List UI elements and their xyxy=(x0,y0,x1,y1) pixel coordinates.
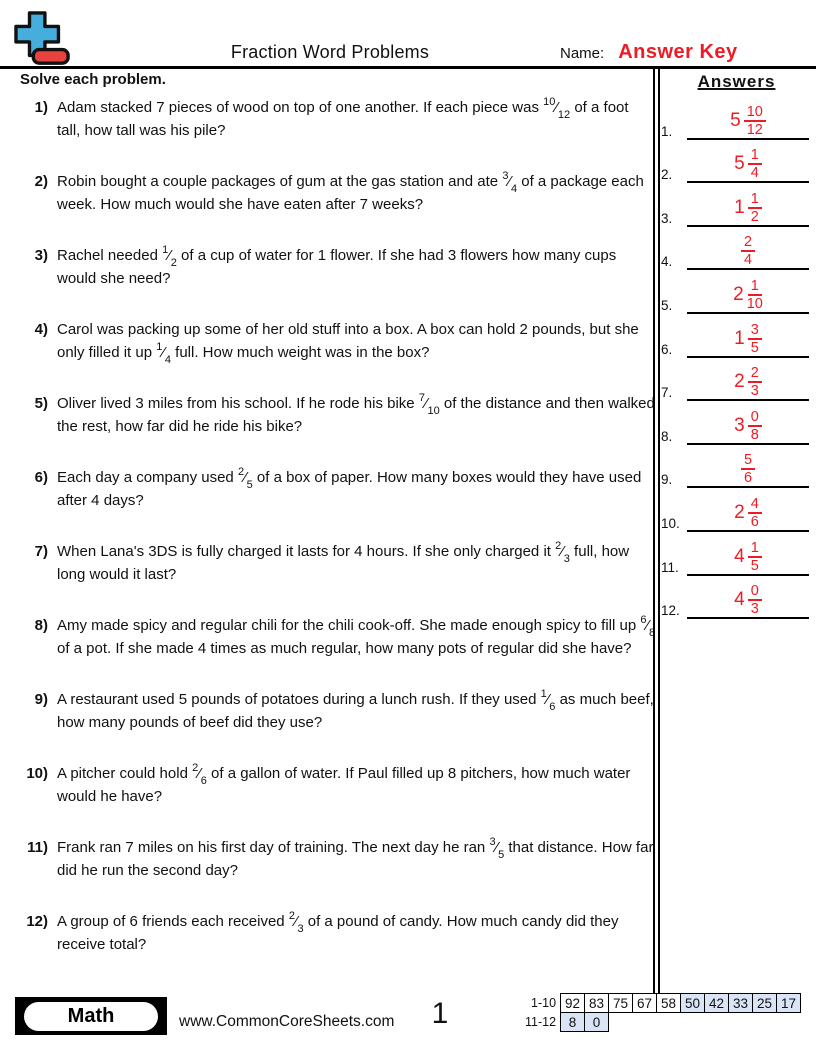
instructions-text: Solve each problem. xyxy=(20,71,166,88)
answer-item xyxy=(661,140,812,184)
answer-value xyxy=(734,497,762,529)
answer-item xyxy=(661,96,812,140)
answer-blank-line xyxy=(687,410,809,445)
problem-number: 8) xyxy=(34,617,48,634)
fraction-denominator: 3 xyxy=(750,383,759,400)
answer-whole-number: 3 xyxy=(734,414,745,436)
problem-number: 2) xyxy=(34,173,48,190)
inline-fraction: $^1⁄_6$ xyxy=(540,688,556,713)
answer-whole-number: 4 xyxy=(734,545,745,567)
score-cell: 8 xyxy=(561,1013,585,1032)
score-row-label: 11-12 xyxy=(525,1015,557,1029)
answer-value xyxy=(734,541,762,573)
answer-value xyxy=(734,148,762,180)
problem-item xyxy=(16,910,656,956)
answer-fraction xyxy=(748,366,762,398)
plus-minus-logo-icon xyxy=(14,11,72,67)
problems-list xyxy=(16,96,656,984)
answer-item xyxy=(661,488,812,532)
score-cell-empty xyxy=(753,1013,777,1032)
answer-blank-line xyxy=(687,279,809,314)
score-cell: 17 xyxy=(777,994,801,1013)
fraction-numerator: 2 xyxy=(741,235,755,252)
answer-item xyxy=(661,227,812,271)
problem-item xyxy=(16,614,656,660)
answer-number: 12. xyxy=(661,603,680,619)
page-number: 1 xyxy=(431,997,449,1030)
answer-blank-line xyxy=(687,105,809,140)
answer-item xyxy=(661,270,812,314)
problem-text: Each day a company used $^2⁄_5$ of a box of paper. How many boxes would they have used after 4 days? xyxy=(57,466,642,509)
answer-value xyxy=(734,410,762,442)
problem-item xyxy=(16,540,656,586)
score-cell-empty xyxy=(777,1013,801,1032)
problem-item xyxy=(16,318,656,364)
problem-item xyxy=(16,688,656,734)
answer-fraction xyxy=(748,148,762,180)
answer-number: 1. xyxy=(661,123,673,139)
answer-number: 8. xyxy=(661,428,673,444)
fraction-numerator: 0 xyxy=(748,410,762,427)
fraction-denominator: 4 xyxy=(743,252,753,269)
answer-value xyxy=(734,584,762,616)
inline-fraction: $^3⁄_5$ xyxy=(489,836,505,861)
fraction-denominator: 12 xyxy=(746,121,763,138)
answer-value xyxy=(733,279,763,311)
answer-value xyxy=(734,366,762,398)
inline-fraction: $^{10}⁄_{12}$ xyxy=(543,96,571,121)
inline-fraction: $^2⁄_5$ xyxy=(237,466,253,491)
fraction-denominator: 5 xyxy=(750,557,759,574)
answer-value xyxy=(741,453,755,485)
answer-blank-line xyxy=(687,323,809,358)
fraction-numerator: 1 xyxy=(748,541,762,558)
problem-number: 4) xyxy=(34,321,48,338)
score-cell: 67 xyxy=(633,994,657,1013)
answer-item xyxy=(661,445,812,489)
fraction-numerator: 4 xyxy=(748,497,762,514)
answer-key-text: Answer Key xyxy=(618,41,738,63)
answer-number: 2. xyxy=(661,167,673,183)
inline-fraction: $^1⁄_4$ xyxy=(156,341,171,366)
math-brand-label: Math xyxy=(24,1002,158,1031)
fraction-numerator: 3 xyxy=(748,323,762,340)
answer-whole-number: 1 xyxy=(734,327,745,349)
name-row xyxy=(560,41,810,64)
fraction-denominator: 2 xyxy=(750,208,759,225)
answer-item xyxy=(661,183,812,227)
problem-number: 9) xyxy=(34,691,48,708)
problem-item xyxy=(16,836,656,882)
answer-fraction xyxy=(748,584,762,616)
answer-blank-line xyxy=(687,192,809,227)
problem-text: Amy made spicy and regular chili for the chili cook-off. She made enough spicy to fill up $^6⁄_8$ of a pot. If she made 4 times as much regular, how many pots of regular did she have? xyxy=(57,614,656,657)
inline-fraction: $^2⁄_3$ xyxy=(555,540,570,565)
answer-number: 6. xyxy=(661,341,673,357)
fraction-denominator: 5 xyxy=(750,339,759,356)
problem-number: 1) xyxy=(34,99,48,116)
score-cell: 83 xyxy=(585,994,609,1013)
score-cell: 0 xyxy=(585,1013,609,1032)
answer-item xyxy=(661,358,812,402)
problem-text: Robin bought a couple packages of gum at the gas station and ate $^3⁄_4$ of a package each week. How much would she have eaten after 7 weeks? xyxy=(57,170,644,213)
answer-number: 4. xyxy=(661,254,673,270)
answer-fraction xyxy=(748,497,762,529)
answer-whole-number: 5 xyxy=(734,153,745,175)
score-cell: 33 xyxy=(729,994,753,1013)
problem-number: 10) xyxy=(26,765,48,782)
answer-blank-line xyxy=(687,235,809,270)
problem-text: Adam stacked 7 pieces of wood on top of one another. If each piece was $^{10}⁄_{12}$ of a foot tall, how tall was his pile? xyxy=(57,96,629,139)
answer-item xyxy=(661,401,812,445)
answer-fraction xyxy=(741,453,755,485)
score-row xyxy=(524,994,801,1013)
answer-number: 7. xyxy=(661,385,673,401)
score-row-label: 1-10 xyxy=(531,996,557,1010)
answer-fraction xyxy=(748,410,762,442)
answer-whole-number: 2 xyxy=(734,501,745,523)
answer-value xyxy=(741,235,755,267)
fraction-denominator: 6 xyxy=(750,513,759,530)
fraction-numerator: 10 xyxy=(744,105,766,122)
answer-item xyxy=(661,314,812,358)
inline-fraction: $^3⁄_4$ xyxy=(502,170,518,195)
problem-text: Oliver lived 3 miles from his school. If he rode his bike $^7⁄_{10}$ of the distance and then walked the rest, how far did he ride his bike? xyxy=(57,392,655,435)
answers-column xyxy=(661,72,812,619)
score-cell: 25 xyxy=(753,994,777,1013)
fraction-numerator: 1 xyxy=(748,192,762,209)
answer-whole-number: 5 xyxy=(730,109,741,131)
answer-number: 5. xyxy=(661,297,673,313)
answers-list xyxy=(661,96,812,619)
answer-blank-line xyxy=(687,148,809,183)
answer-fraction xyxy=(748,323,762,355)
problem-text: Rachel needed $^1⁄_2$ of a cup of water for 1 flower. If she had 3 flowers how many cups would she need? xyxy=(57,244,617,287)
answer-number: 3. xyxy=(661,210,673,226)
answer-fraction xyxy=(748,192,762,224)
problem-text: Carol was packing up some of her old stuff into a box. A box can hold 2 pounds, but she only filled it up $^1⁄_4$ full. How much weight was in the box? xyxy=(57,321,639,366)
problem-item xyxy=(16,392,656,438)
score-row xyxy=(524,1013,801,1032)
fraction-denominator: 6 xyxy=(743,470,753,487)
score-cell: 75 xyxy=(609,994,633,1013)
answer-blank-line xyxy=(687,453,809,488)
inline-fraction: $^2⁄_3$ xyxy=(288,910,304,935)
math-brand-badge xyxy=(15,997,167,1035)
problem-number: 7) xyxy=(34,543,48,560)
score-cell-empty xyxy=(633,1013,657,1032)
answer-blank-line xyxy=(687,497,809,532)
problem-number: 11) xyxy=(27,839,48,856)
fraction-numerator: 5 xyxy=(741,453,755,470)
problem-item xyxy=(16,170,656,216)
problem-text: A restaurant used 5 pounds of potatoes during a lunch rush. If they used $^1⁄_6$ as much beef, how many pounds of beef did they use? xyxy=(57,688,654,731)
answer-value xyxy=(734,192,762,224)
problem-text: A pitcher could hold $^2⁄_6$ of a gallon of water. If Paul filled up 8 pitchers, how much water would he have? xyxy=(57,762,631,805)
answer-number: 11. xyxy=(661,559,679,575)
score-cell: 50 xyxy=(681,994,705,1013)
fraction-denominator: 4 xyxy=(750,165,759,182)
answer-whole-number: 1 xyxy=(734,196,745,218)
score-cell-empty xyxy=(729,1013,753,1032)
score-cell-empty xyxy=(681,1013,705,1032)
answer-fraction xyxy=(748,541,762,573)
fraction-numerator: 2 xyxy=(748,366,762,383)
fraction-denominator: 8 xyxy=(750,426,759,443)
problem-item xyxy=(16,96,656,142)
answer-fraction xyxy=(744,105,766,137)
score-cell-empty xyxy=(657,1013,681,1032)
header-rule xyxy=(0,66,816,69)
problem-number: 3) xyxy=(34,247,48,264)
problem-item xyxy=(16,244,656,290)
answer-fraction xyxy=(747,279,763,311)
fraction-numerator: 1 xyxy=(748,279,762,296)
answer-number: 9. xyxy=(661,472,673,488)
answer-fraction xyxy=(741,235,755,267)
problem-item xyxy=(16,466,656,512)
answer-whole-number: 2 xyxy=(734,371,745,393)
website-text: www.CommonCoreSheets.com xyxy=(179,1013,395,1030)
fraction-denominator: 10 xyxy=(746,295,763,312)
answer-number: 10. xyxy=(661,515,680,531)
fraction-denominator: 3 xyxy=(750,601,759,618)
answer-blank-line xyxy=(687,366,809,401)
inline-fraction: $^6⁄_8$ xyxy=(640,614,656,639)
inline-fraction: $^7⁄_{10}$ xyxy=(418,392,440,417)
column-divider xyxy=(653,69,660,994)
name-label: Name: xyxy=(560,45,605,62)
answer-item xyxy=(661,532,812,576)
problem-text: When Lana's 3DS is fully charged it lasts for 4 hours. If she only charged it $^2⁄_3$ full, how long would it last? xyxy=(57,540,630,583)
problem-text: Frank ran 7 miles on his first day of training. The next day he ran $^3⁄_5$ that distance. How far did he run the second day? xyxy=(57,836,654,879)
fraction-numerator: 1 xyxy=(748,148,762,165)
score-cell-empty xyxy=(705,1013,729,1032)
score-cell: 92 xyxy=(561,994,585,1013)
problem-item xyxy=(16,762,656,808)
problem-number: 5) xyxy=(34,395,48,412)
score-cell: 58 xyxy=(657,994,681,1013)
fraction-numerator: 0 xyxy=(748,584,762,601)
score-table xyxy=(524,993,801,1032)
answers-title: Answers xyxy=(697,72,776,91)
answer-blank-line xyxy=(687,584,809,619)
problem-number: 6) xyxy=(34,469,48,486)
answer-value xyxy=(734,323,762,355)
problem-number: 12) xyxy=(26,913,48,930)
answer-item xyxy=(661,576,812,620)
answer-whole-number: 2 xyxy=(733,283,744,305)
worksheet-title: Fraction Word Problems xyxy=(230,42,430,62)
inline-fraction: $^2⁄_6$ xyxy=(192,762,207,787)
answer-blank-line xyxy=(687,541,809,576)
answer-whole-number: 4 xyxy=(734,589,745,611)
inline-fraction: $^1⁄_2$ xyxy=(162,244,177,269)
score-cell: 42 xyxy=(705,994,729,1013)
score-cell-empty xyxy=(609,1013,633,1032)
answer-value xyxy=(730,105,766,137)
problem-text: A group of 6 friends each received $^2⁄_3$ of a pound of candy. How much candy did they receive total? xyxy=(57,910,619,953)
